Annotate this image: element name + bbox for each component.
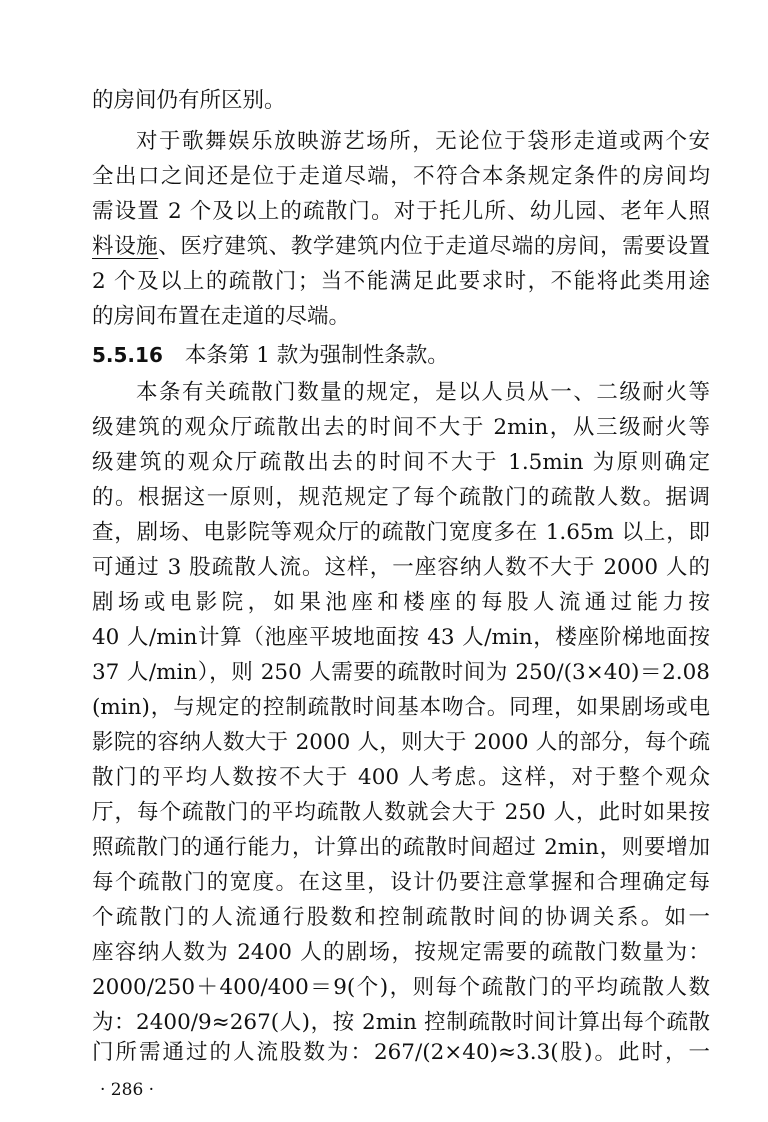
section-title: 本条第 1 款为强制性条款。 xyxy=(184,343,449,368)
paragraph-line: 的房间布置在走道的尽端。 xyxy=(92,304,351,329)
paragraph-line: 对于歌舞娱乐放映游艺场所，无论位于袋形走道或两个安 xyxy=(136,129,710,154)
section-heading xyxy=(92,340,710,370)
paragraph-line: 照疏散门的通行能力，计算出的疏散时间超过 2min，则要增加 xyxy=(92,835,710,860)
paragraph-line: 37 人/min），则 250 人需要的疏散时间为 250/(3×40)＝2.08 xyxy=(92,660,710,685)
paragraph-line: 级建筑的观众厅疏散出去的时间不大于 1.5min 为原则确定 xyxy=(92,450,710,475)
paragraph-line: 影院的容纳人数大于 2000 人，则大于 2000 人的部分，每个疏 xyxy=(92,730,710,755)
paragraph-line: 级建筑的观众厅疏散出去的时间不大于 2min，从三级耐火等 xyxy=(92,415,710,440)
paragraph-line: 门所需通过的人流股数为：267/(2×40)≈3.3(股)。此时，一 xyxy=(92,1040,710,1065)
paragraph-line: 的房间仍有所区别。 xyxy=(92,88,286,113)
paragraph-line: 为：2400/9≈267(人)，按 2min 控制疏散时间计算出每个疏散 xyxy=(92,1010,710,1035)
paragraph-line: 个疏散门的人流通行股数和控制疏散时间的协调关系。如一 xyxy=(92,905,710,930)
paragraph-line: 座容纳人数为 2400 人的剧场，按规定需要的疏散门数量为： xyxy=(92,940,710,965)
paragraph-line: 需设置 2 个及以上的疏散门。对于托儿所、幼儿园、老年人照 xyxy=(92,199,710,224)
paragraph-line: 可通过 3 股疏散人流。这样，一座容纳人数不大于 2000 人的 xyxy=(92,555,710,580)
paragraph-line: 40 人/min计算（池座平坡地面按 43 人/min，楼座阶梯地面按 xyxy=(92,625,710,650)
page-number: · 286 · xyxy=(100,1080,155,1100)
underlined-term: 料设施 xyxy=(92,234,159,259)
paragraph-line xyxy=(92,232,710,262)
paragraph-line: 2000/250＋400/400＝9(个)，则每个疏散门的平均疏散人数 xyxy=(92,975,710,1000)
paragraph-line: 查，剧场、电影院等观众厅的疏散门宽度多在 1.65m 以上，即 xyxy=(92,520,710,545)
paragraph-line: 剧场或电影院，如果池座和楼座的每股人流通过能力按 xyxy=(92,590,710,615)
paragraph-line: 本条有关疏散门数量的规定，是以人员从一、二级耐火等 xyxy=(136,380,710,405)
paragraph-line: 每个疏散门的宽度。在这里，设计仍要注意掌握和合理确定每 xyxy=(92,870,710,895)
section-number: 5.5.16 xyxy=(92,343,163,367)
paragraph-line: 的。根据这一原则，规范规定了每个疏散门的疏散人数。据调 xyxy=(92,485,710,510)
paragraph-line: (min)，与规定的控制疏散时间基本吻合。同理，如果剧场或电 xyxy=(92,695,710,720)
paragraph-line: 散门的平均人数按不大于 400 人考虑。这样，对于整个观众 xyxy=(92,765,710,790)
paragraph-line: 2 个及以上的疏散门；当不能满足此要求时，不能将此类用途 xyxy=(92,269,710,294)
line-text: 、医疗建筑、教学建筑内位于走道尽端的房间，需要设置 xyxy=(158,234,710,259)
paragraph-line: 全出口之间还是位于走道尽端，不符合本条规定条件的房间均 xyxy=(92,164,710,189)
paragraph-line: 厅，每个疏散门的平均疏散人数就会大于 250 人，此时如果按 xyxy=(92,800,710,825)
